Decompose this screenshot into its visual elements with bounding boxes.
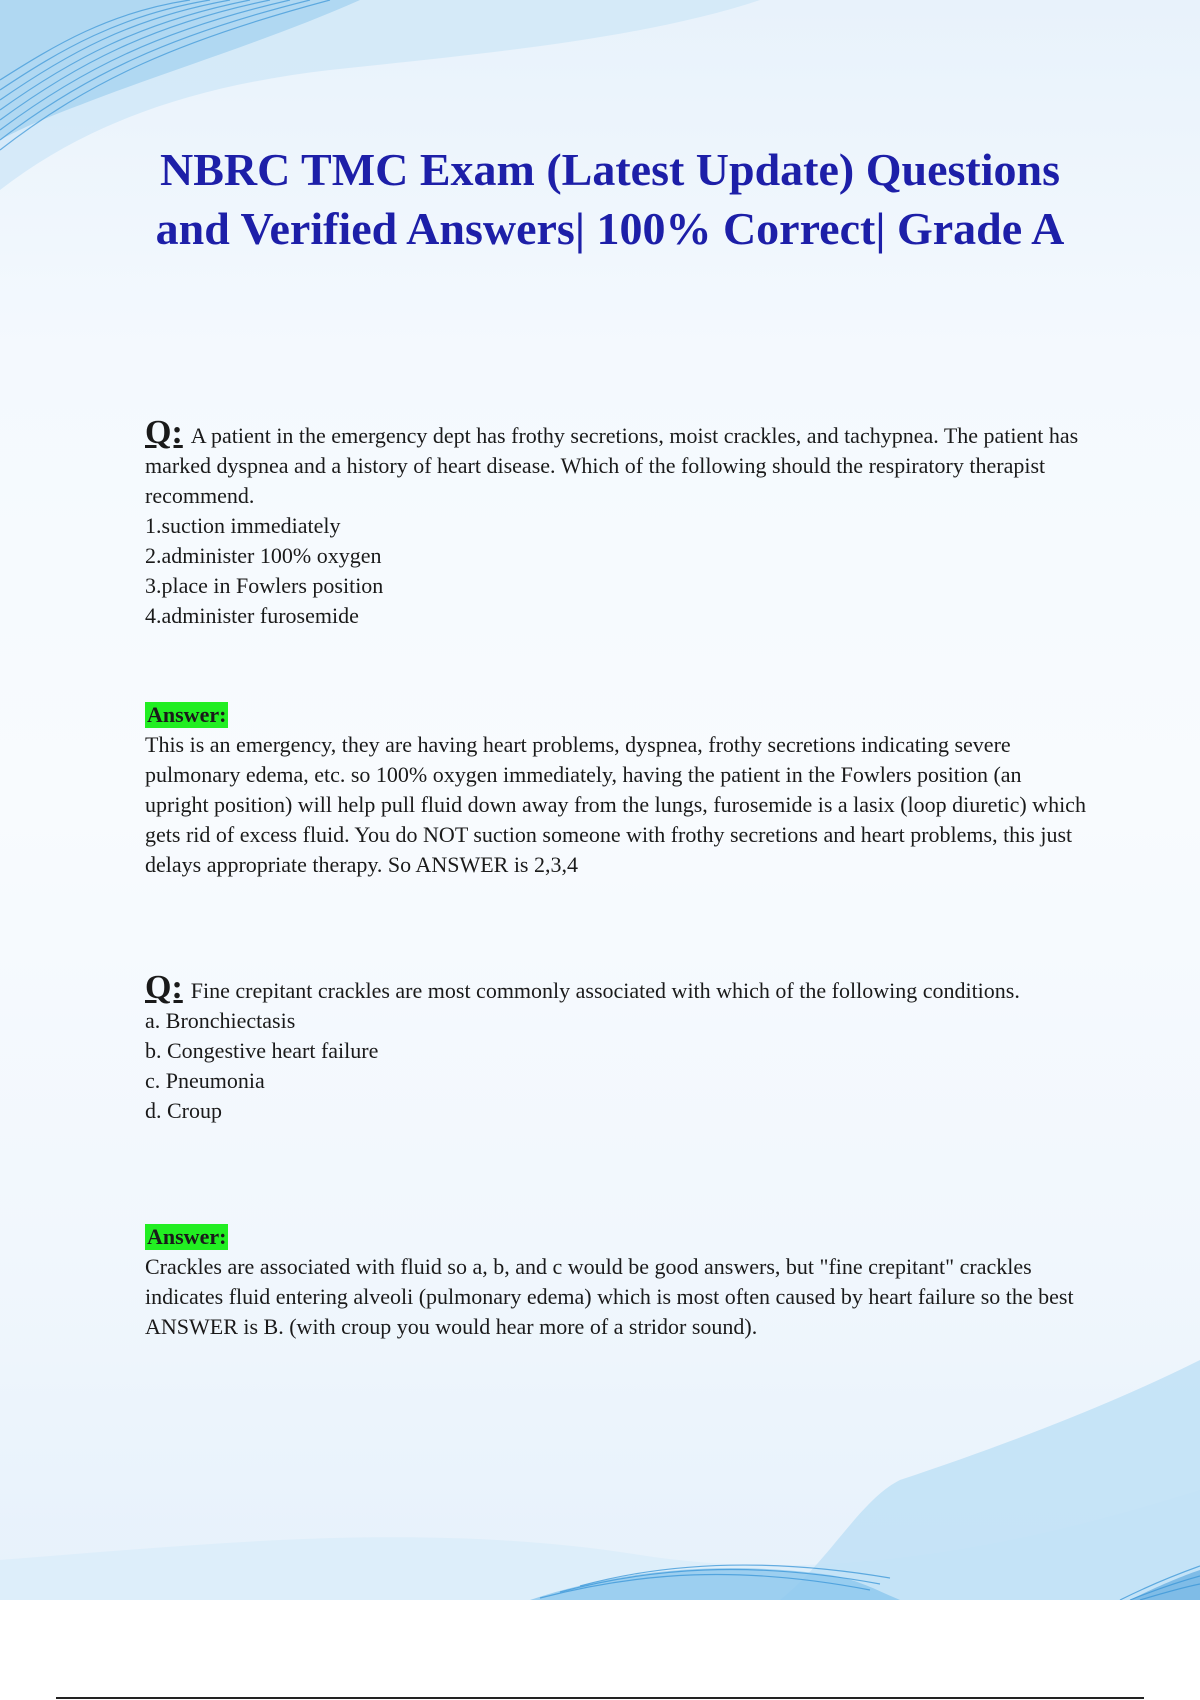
question-body: A patient in the emergency dept has frothy secretions, moist crackles, and tachypnea. The patient has marked dyspnea and a history of heart disease. Which of the following should the respiratory therapist recommend. (145, 423, 1079, 508)
option-item: a. Bronchiectasis (145, 1008, 296, 1033)
footer-divider (56, 1697, 1144, 1699)
question-body: Fine crepitant crackles are most commonly associated with which of the following conditions. (190, 978, 1020, 1003)
question-text (145, 414, 1090, 511)
answer-text: Crackles are associated with fluid so a, b, and c would be good answers, but "fine crepitant" crackles indicates fluid entering alveoli (pulmonary edema) which is most often caused by heart failure so the best ANSWER is B. (with croup you would hear more of a stridor sound). (145, 1254, 1074, 1339)
question-block-2 (145, 969, 1090, 1126)
option-item: 4.administer furosemide (145, 603, 359, 628)
option-item: b. Congestive heart failure (145, 1038, 379, 1063)
answer-block-1 (145, 700, 1090, 880)
question-text (145, 969, 1090, 1006)
answer-block-2 (145, 1222, 1090, 1342)
question-label: Q: (145, 414, 183, 451)
question-label: Q: (145, 969, 183, 1006)
answer-label: Answer: (147, 702, 227, 727)
option-item: 1.suction immediately (145, 513, 341, 538)
option-item: d. Croup (145, 1098, 222, 1123)
option-item: c. Pneumonia (145, 1068, 265, 1093)
option-list (145, 511, 1090, 631)
answer-label: Answer: (147, 1224, 227, 1249)
page-title: NBRC TMC Exam (Latest Update) Questions and Verified Answers| 100% Correct| Grade A (155, 144, 1065, 254)
answer-text: This is an emergency, they are having heart problems, dyspnea, frothy secretions indicating severe pulmonary edema, etc. so 100% oxygen immediately, having the patient in the Fowlers position (an upright position) will help pull fluid down away from the lungs, furosemide is a lasix (loop diuretic) which gets rid of excess fluid. You do NOT suction someone with frothy secretions and heart problems, this just delays appropriate therapy. So ANSWER is 2,3,4 (145, 732, 1086, 877)
question-block-1 (145, 414, 1090, 631)
option-item: 2.administer 100% oxygen (145, 543, 382, 568)
option-list (145, 1006, 1090, 1126)
option-item: 3.place in Fowlers position (145, 573, 384, 598)
